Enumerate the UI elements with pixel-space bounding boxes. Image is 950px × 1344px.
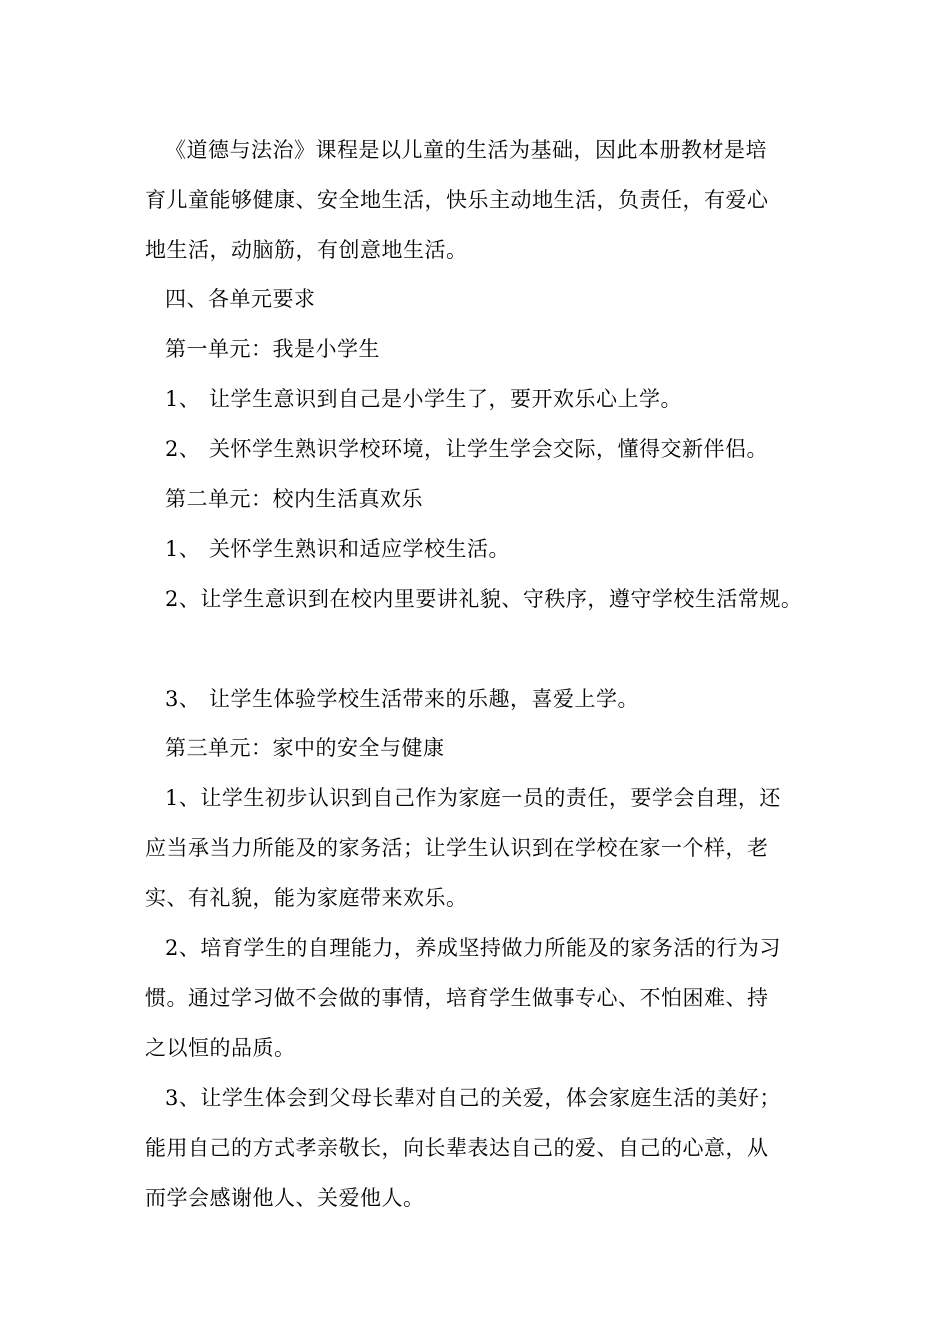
- intro-line-1: 《道德与法治》课程是以儿童的生活为基础，因此本册教材是培: [165, 138, 767, 162]
- intro-line-2: 育儿童能够健康、安全地生活，快乐主动地生活，负责任，有爱心: [145, 188, 769, 212]
- unit1-item-2: [165, 434, 768, 464]
- unit2-item-1: [165, 534, 510, 564]
- unit3-p2-line-2: 惯。通过学习做不会做的事情，培育学生做事专心、不怕困难、持: [145, 986, 769, 1010]
- unit2-item-3-text: 让学生体验学校生活带来的乐趣，喜爱上学。: [209, 687, 639, 711]
- unit2-item-1-text: 关怀学生熟识和适应学校生活。: [209, 537, 510, 561]
- intro-line-3: 地生活，动脑筋，有创意地生活。: [145, 238, 468, 262]
- unit3-title: 第三单元：家中的安全与健康: [165, 736, 445, 760]
- unit3-p2-line-3: 之以恒的品质。: [145, 1036, 296, 1060]
- section-heading: 四、各单元要求: [165, 287, 316, 311]
- unit2-item-3-num: 3、: [165, 687, 201, 711]
- unit3-p3-line-3: 而学会感谢他人、关爱他人。: [145, 1186, 425, 1210]
- unit1-item-1-text: 让学生意识到自己是小学生了，要开欢乐心上学。: [209, 387, 682, 411]
- unit3-p1-line-2: 应当承当力所能及的家务活；让学生认识到在学校在家一个样，老: [145, 836, 769, 860]
- unit2-item-3: [165, 684, 639, 714]
- unit3-p3-line-1: 3、让学生体会到父母长辈对自己的关爱，体会家庭生活的美好；: [165, 1086, 781, 1110]
- unit3-p3-line-2: 能用自己的方式孝亲敬长，向长辈表达自己的爱、自己的心意，从: [145, 1136, 769, 1160]
- unit1-item-1-num: 1、: [165, 387, 201, 411]
- unit3-p2-line-1: 2、培育学生的自理能力，养成坚持做力所能及的家务活的行为习: [165, 936, 781, 960]
- unit2-title: 第二单元：校内生活真欢乐: [165, 487, 423, 511]
- unit2-item-2: 2、让学生意识到在校内里要讲礼貌、守秩序，遵守学校生活常规。: [165, 587, 803, 611]
- unit1-item-2-text: 关怀学生熟识学校环境，让学生学会交际，懂得交新伴侣。: [209, 437, 768, 461]
- unit1-item-1: [165, 384, 682, 414]
- unit1-title: 第一单元：我是小学生: [165, 337, 380, 361]
- unit3-p1-line-1: 1、让学生初步认识到自己作为家庭一员的责任，要学会自理，还: [165, 786, 781, 810]
- unit1-item-2-num: 2、: [165, 437, 201, 461]
- unit3-p1-line-3: 实、有礼貌，能为家庭带来欢乐。: [145, 886, 468, 910]
- unit2-item-1-num: 1、: [165, 537, 201, 561]
